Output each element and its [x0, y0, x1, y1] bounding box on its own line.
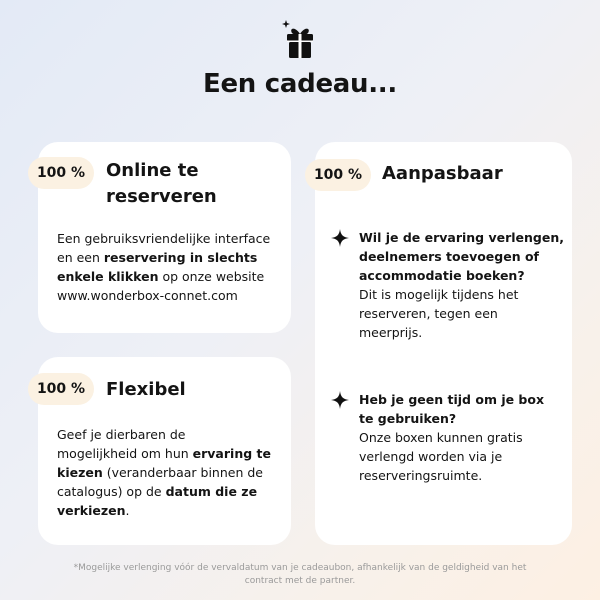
gift-icon	[281, 18, 319, 62]
text-emphasis: datum die ze	[165, 484, 258, 499]
card-title-line: reserveren	[106, 186, 217, 207]
text-line: Dit is mogelijk tijdens het	[359, 287, 519, 302]
feature-question	[359, 228, 564, 285]
text-span: catalogus) op de	[57, 484, 166, 499]
text-line	[57, 248, 287, 267]
footnote-line: contract met de partner.	[244, 576, 356, 586]
text-line: te gebruiken?	[359, 411, 457, 426]
sparkle-icon	[331, 229, 349, 247]
card-title	[106, 158, 217, 210]
text-line: verlengd worden via je	[359, 449, 503, 464]
feature-answer	[359, 285, 564, 342]
text-line	[57, 463, 287, 482]
text-line: accommodatie boeken?	[359, 268, 525, 283]
footnote-line: *Mogelijke verlenging vóór de vervaldatum van je cadeaubon, afhankelijk van de geldigheid van het	[73, 563, 527, 573]
card-description	[57, 229, 287, 305]
text-line: Wil je de ervaring verlengen,	[359, 230, 564, 245]
card-title: Flexibel	[106, 379, 186, 400]
text-line: Heb je geen tijd om je box	[359, 392, 545, 407]
feature-item	[359, 390, 564, 485]
card-flexible	[38, 357, 291, 545]
text-line: Geef je dierbaren de	[57, 427, 186, 442]
text-line	[57, 482, 287, 501]
text-emphasis: ervaring te	[192, 446, 271, 461]
feature-answer	[359, 428, 564, 485]
percentage-badge: 100 %	[28, 373, 94, 405]
text-line	[57, 267, 287, 286]
text-span: mogelijkheid om hun	[57, 446, 193, 461]
feature-question	[359, 390, 564, 428]
card-customizable	[315, 142, 572, 545]
text-line: Een gebruiksvriendelijke interface	[57, 231, 271, 246]
text-line: deelnemers toevoegen of	[359, 249, 539, 264]
text-line: Onze boxen kunnen gratis	[359, 430, 523, 445]
text-line	[57, 501, 287, 520]
text-emphasis: reservering in slechts	[103, 250, 258, 265]
page-title: Een cadeau...	[203, 69, 397, 99]
header	[0, 0, 600, 110]
text-line	[57, 444, 287, 463]
text-emphasis: kiezen	[57, 465, 103, 480]
text-line: meerprijs.	[359, 325, 423, 340]
text-emphasis: verkiezen	[57, 503, 126, 518]
card-description	[57, 425, 287, 520]
percentage-badge: 100 %	[28, 157, 94, 189]
card-title-line: Online te	[106, 160, 199, 181]
percentage-badge: 100 %	[305, 159, 371, 191]
text-emphasis: enkele klikken	[57, 269, 159, 284]
card-title: Aanpasbaar	[382, 163, 503, 184]
text-line: reserveringsruimte.	[359, 468, 483, 483]
text-span: en een	[57, 250, 104, 265]
text-span: .	[125, 503, 130, 518]
text-span: op onze website	[158, 269, 265, 284]
sparkle-icon	[331, 391, 349, 409]
footnote	[60, 562, 540, 588]
card-online-booking	[38, 142, 291, 333]
feature-item	[359, 228, 564, 342]
website-text: www.wonderbox-connet.com	[57, 288, 238, 303]
text-span: (veranderbaar binnen de	[102, 465, 263, 480]
text-line: reserveren, tegen een	[359, 306, 498, 321]
